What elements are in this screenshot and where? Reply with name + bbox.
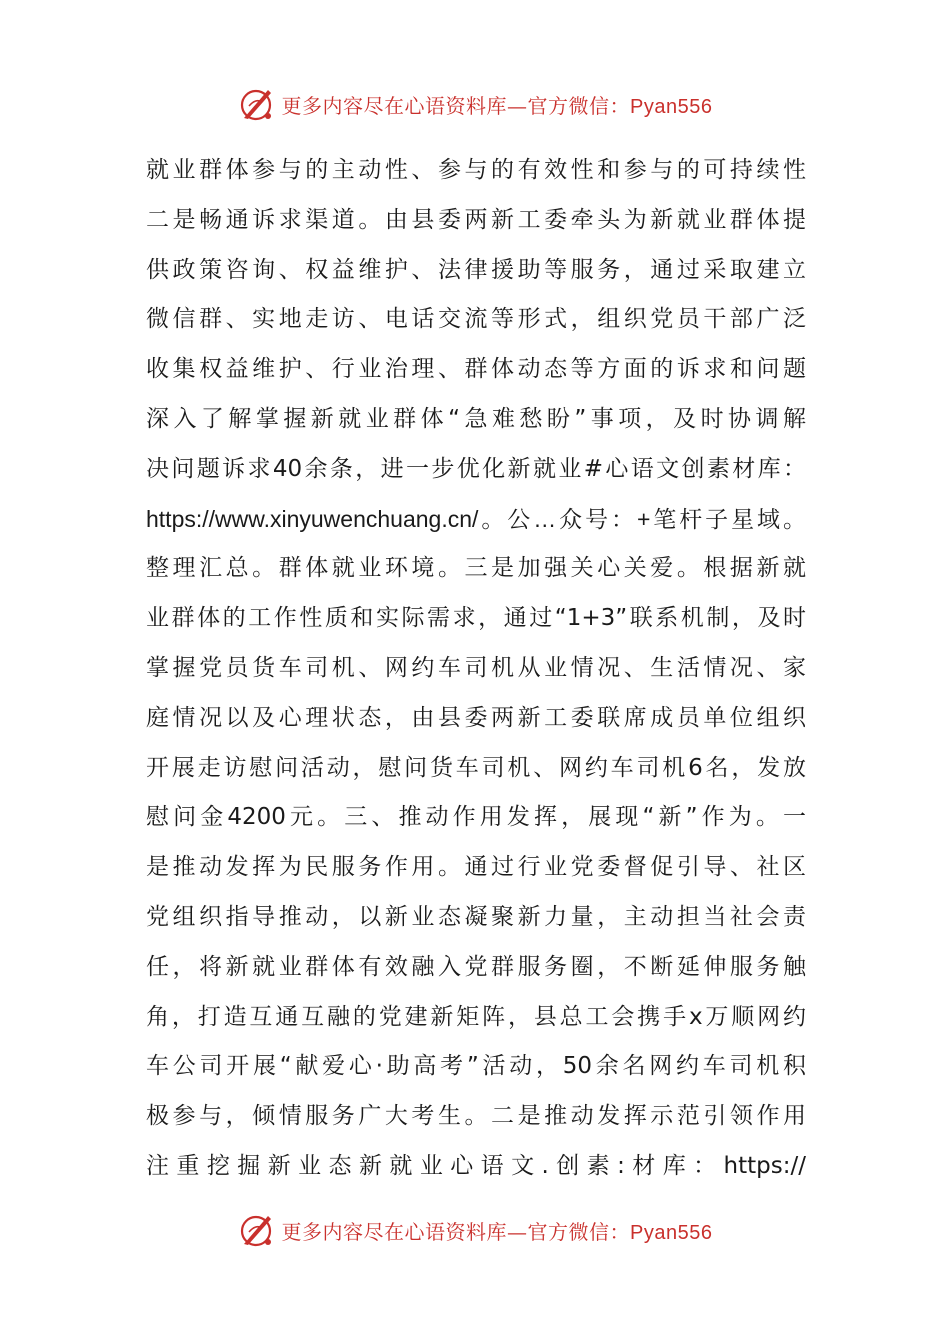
text-line: 业群体的工作性质和实际需求，通过“1+3”联系机制，及时	[146, 605, 806, 632]
text-line: 是推动发挥为民服务作用。通过行业党委督促引导、社区	[146, 854, 806, 881]
text-line: 党组织指导推动，以新业态凝聚新力量，主动担当社会责	[146, 903, 806, 930]
text-line: 极参与，倾情服务广大考生。二是推动发挥示范引领作用	[146, 1103, 806, 1130]
header-banner-text	[282, 90, 713, 119]
text-line: 掌握党员货车司机、网约车司机从业情况、生活情况、家	[146, 654, 806, 681]
header-banner-label: 更多内容尽在心语资料库—官方微信：	[281, 93, 631, 118]
text-line: 庭情况以及心理状态，由县委两新工委联席成员单位组织	[146, 704, 806, 731]
text-line: 收集权益维护、行业治理、群体动态等方面的诉求和问题	[146, 356, 806, 383]
footer-banner-text	[282, 1216, 713, 1245]
document-body	[146, 146, 806, 1192]
text-line-url: https://www.xinyuwenchuang.cn/。公…众号：+笔杆子星域。	[146, 505, 806, 532]
text-line: 开展走访慰问活动，慰问货车司机、网约车司机6名，发放	[146, 754, 806, 781]
text-line: 供政策咨询、权益维护、法律援助等服务，通过采取建立	[146, 256, 806, 283]
text-line: 微信群、实地走访、电话交流等形式，组织党员干部广泛	[146, 306, 806, 333]
header-banner	[0, 82, 950, 126]
text-line: 车公司开展“献爱心·助高考”活动，50余名网约车司机积	[146, 1053, 806, 1080]
footer-banner-label: 更多内容尽在心语资料库—官方微信：	[281, 1219, 631, 1244]
text-line: 慰问金4200元。三、推动作用发挥，展现“新”作为。一	[146, 804, 806, 831]
text-line: 二是畅通诉求渠道。由县委两新工委牵头为新就业群体提	[146, 206, 806, 233]
header-wechat-id: Pyan556	[630, 95, 713, 118]
quill-pen-logo-icon	[238, 84, 278, 124]
quill-pen-logo-icon	[238, 1210, 278, 1250]
text-line: 决问题诉求40余条，进一步优化新就业#心语文创素材库：	[146, 455, 806, 482]
footer-banner	[0, 1208, 950, 1252]
text-line: 角，打造互通互融的党建新矩阵，县总工会携手x万顺网约	[146, 1003, 806, 1030]
text-line: 深入了解掌握新就业群体“急难愁盼”事项，及时协调解	[146, 405, 806, 432]
text-line: 任，将新就业群体有效融入党群服务圈，不断延伸服务触	[146, 953, 806, 980]
text-line: 整理汇总。群体就业环境。三是加强关心关爱。根据新就	[146, 555, 806, 582]
text-line: 就业群体参与的主动性、参与的有效性和参与的可持续性	[146, 157, 806, 183]
footer-wechat-id: Pyan556	[630, 1221, 713, 1244]
text-line: 注重挖掘新业态新就业心语文.创素:材库：https://	[146, 1152, 806, 1179]
